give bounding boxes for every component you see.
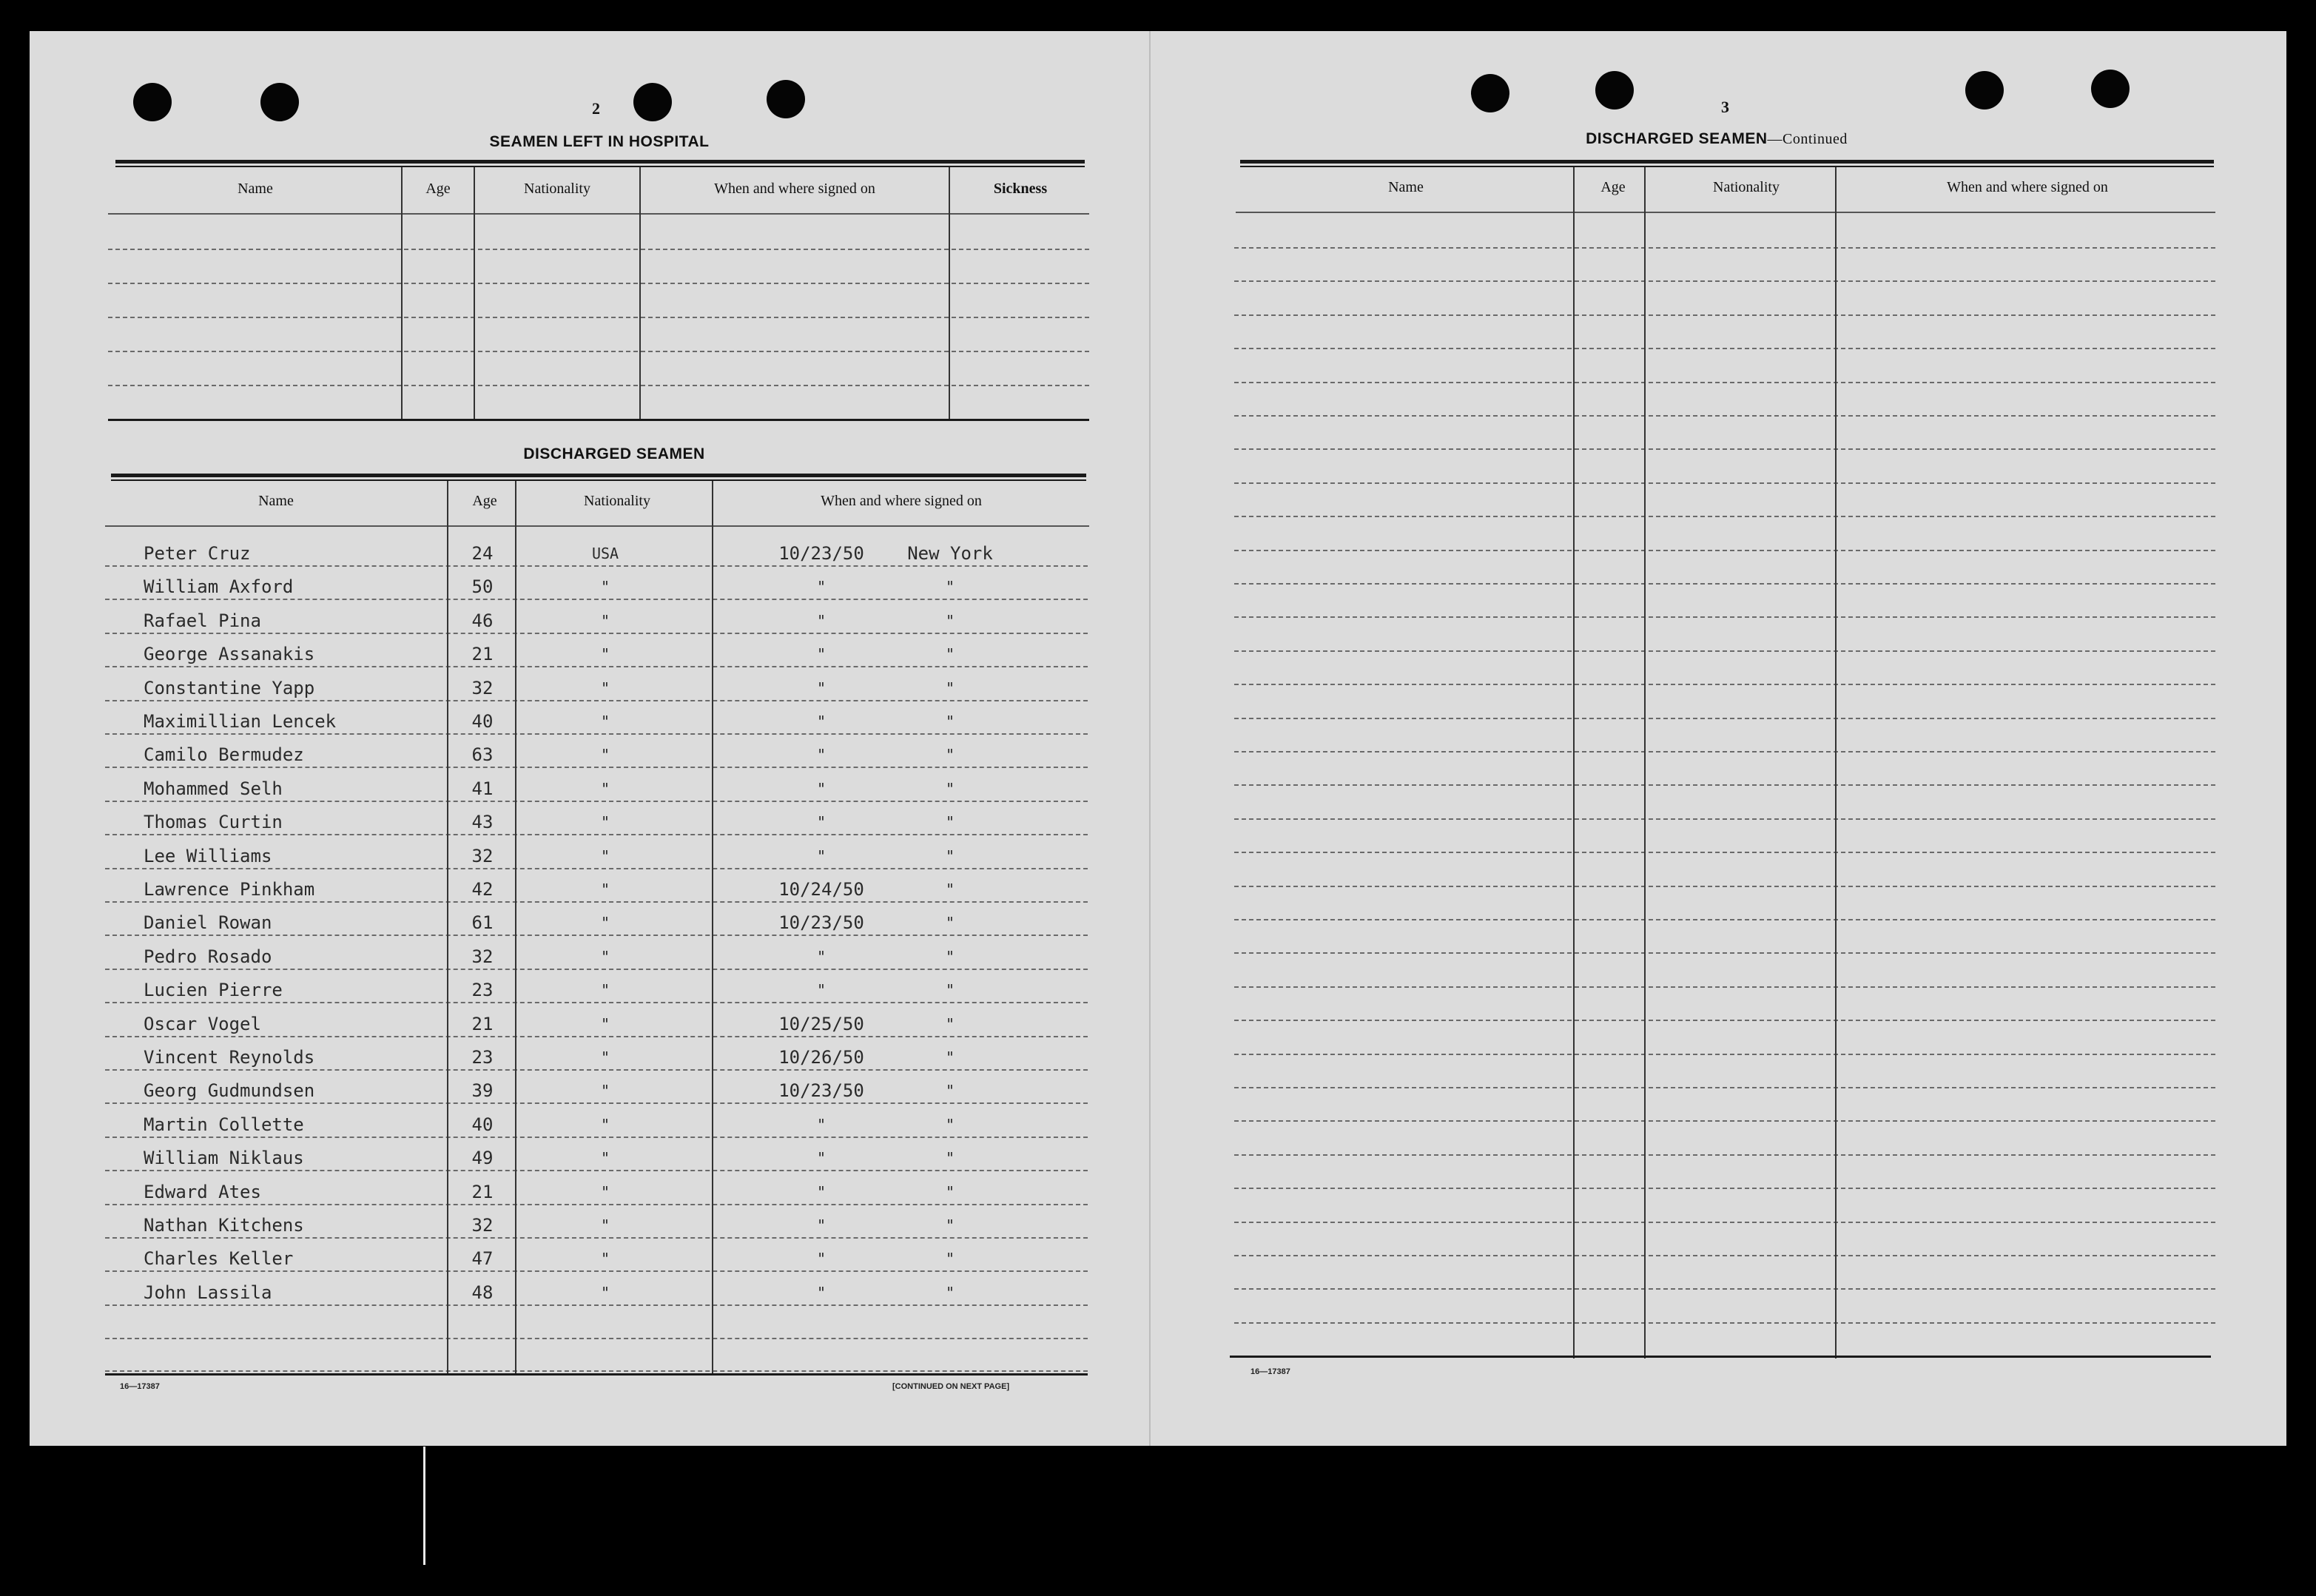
row-name: Nathan Kitchens [144, 1215, 304, 1236]
row-nationality: " [600, 1216, 610, 1234]
table-row-line [105, 1304, 1088, 1306]
row-nationality: " [600, 1082, 610, 1100]
discharged-section-title: DISCHARGED SEAMEN [523, 445, 705, 462]
row-date: " [816, 713, 827, 730]
row-nationality: " [600, 1015, 610, 1033]
right-col-divider [1573, 167, 1575, 1358]
row-date: 10/23/50 [778, 1080, 864, 1101]
right-col-when-where: When and where signed on [1947, 179, 2108, 195]
row-age: 21 [471, 1014, 494, 1034]
row-name: Daniel Rowan [144, 912, 272, 933]
row-date: " [816, 578, 827, 596]
row-name: Mohammed Selh [144, 778, 283, 799]
row-nationality: " [600, 645, 610, 663]
row-nationality: " [600, 813, 610, 831]
hospital-row-line [108, 317, 1089, 318]
row-name: Rafael Pina [144, 610, 261, 631]
hospital-row-line [108, 351, 1089, 352]
row-place: " [945, 881, 955, 898]
row-age: 32 [471, 1215, 494, 1236]
row-age: 43 [471, 812, 494, 832]
row-name: William Niklaus [144, 1148, 304, 1168]
row-name: Maximillian Lencek [144, 711, 337, 732]
row-place: " [945, 1082, 955, 1100]
page-number-right: 3 [1721, 98, 1729, 116]
table-row-line [1234, 1120, 2215, 1122]
row-name: Peter Cruz [144, 543, 251, 564]
table-row-line [105, 1170, 1088, 1171]
row-name: William Axford [144, 576, 294, 597]
row-name: Georg Gudmundsen [144, 1080, 315, 1101]
table-row-line [1234, 886, 2215, 887]
row-nationality: " [600, 981, 610, 999]
row-place: " [945, 1116, 955, 1134]
discharged-header-rule [105, 525, 1089, 527]
row-age: 23 [471, 1047, 494, 1068]
row-age: 42 [471, 879, 494, 900]
row-name: George Assanakis [144, 644, 315, 664]
row-place: " [945, 612, 955, 630]
row-date: 10/23/50 [778, 912, 864, 933]
row-place: " [945, 645, 955, 663]
row-name: Pedro Rosado [144, 946, 272, 967]
discharged-top-rule-thin [111, 479, 1086, 481]
table-row-line [1234, 818, 2215, 820]
row-name: John Lassila [144, 1282, 272, 1303]
row-name: Edward Ates [144, 1182, 261, 1202]
row-nationality: " [600, 746, 610, 764]
row-place: " [945, 578, 955, 596]
table-row-line [1234, 1087, 2215, 1088]
page-number-left: 2 [592, 99, 600, 118]
right-col-divider [1835, 167, 1837, 1358]
discharged-col-divider [515, 481, 516, 1375]
table-row-line [105, 1270, 1088, 1272]
table-row-line [105, 700, 1088, 701]
row-age: 23 [471, 980, 494, 1000]
row-age: 63 [471, 744, 494, 765]
row-date: " [816, 1183, 827, 1201]
punch-hole [1595, 71, 1634, 110]
row-age: 32 [471, 946, 494, 967]
discharged-col-age: Age [472, 493, 497, 509]
discharged-continued-title [1480, 130, 1953, 148]
row-name: Thomas Curtin [144, 812, 283, 832]
table-row-line [105, 969, 1088, 970]
row-place: " [945, 1216, 955, 1234]
row-place: " [945, 780, 955, 798]
row-nationality: USA [591, 545, 619, 562]
hospital-top-rule [115, 160, 1085, 164]
row-nationality: " [600, 1149, 610, 1167]
table-row-line [1234, 986, 2215, 988]
table-row-line [1234, 952, 2215, 954]
hospital-section-title: SEAMEN LEFT IN HOSPITAL [489, 133, 710, 150]
row-name: Martin Collette [144, 1114, 304, 1135]
table-row-line [105, 666, 1088, 667]
row-nationality: " [600, 1048, 610, 1066]
table-row-line [1234, 314, 2215, 316]
table-row-line [1234, 784, 2215, 786]
row-date: 10/23/50 [778, 543, 864, 564]
row-date: 10/26/50 [778, 1047, 864, 1068]
row-name: Lucien Pierre [144, 980, 283, 1000]
row-age: 24 [471, 543, 494, 564]
hospital-col-divider [949, 167, 950, 419]
hospital-row-line [108, 249, 1089, 250]
row-nationality: " [600, 1250, 610, 1267]
table-row-line [105, 1069, 1088, 1071]
table-row-line [1234, 448, 2215, 450]
table-row-line [1234, 718, 2215, 719]
row-age: 32 [471, 846, 494, 866]
row-place: " [945, 1183, 955, 1201]
row-age: 41 [471, 778, 494, 799]
hospital-row-line [108, 385, 1089, 386]
page-fold [1149, 31, 1151, 1446]
discharged-col-divider [447, 481, 448, 1375]
hospital-header-rule [108, 213, 1089, 215]
discharged-top-rule [111, 474, 1086, 477]
row-nationality: " [600, 679, 610, 697]
discharged-col-when-where: When and where signed on [821, 493, 982, 509]
table-row-line [1234, 1020, 2215, 1021]
row-date: " [816, 813, 827, 831]
table-row-line [105, 1137, 1088, 1138]
table-row-line [105, 1370, 1088, 1372]
row-nationality: " [600, 948, 610, 966]
discharged-bottom-rule [105, 1373, 1088, 1376]
row-age: 21 [471, 644, 494, 664]
table-row-line [1234, 415, 2215, 417]
row-name: Oscar Vogel [144, 1014, 261, 1034]
table-row-line [105, 767, 1088, 768]
table-row-line [1234, 382, 2215, 383]
table-row-line [1234, 684, 2215, 685]
row-place: " [945, 1284, 955, 1302]
table-row-line [1234, 616, 2215, 618]
table-row-line [1234, 550, 2215, 551]
row-place: " [945, 746, 955, 764]
table-row-line [1234, 650, 2215, 652]
discharged-col-divider [712, 481, 713, 1375]
row-date: " [816, 1284, 827, 1302]
row-date: 10/24/50 [778, 879, 864, 900]
row-age: 40 [471, 711, 494, 732]
row-place: " [945, 981, 955, 999]
table-row-line [1234, 751, 2215, 752]
form-number-left: 16—17387 [120, 1382, 160, 1391]
right-header-rule [1236, 212, 2215, 213]
table-row-line [105, 901, 1088, 903]
row-place: " [945, 847, 955, 865]
hospital-col-when-where: When and where signed on [714, 181, 875, 197]
table-row-line [1234, 583, 2215, 585]
row-nationality: " [600, 780, 610, 798]
table-row-line [1234, 1222, 2215, 1223]
row-age: 49 [471, 1148, 494, 1168]
row-date: " [816, 746, 827, 764]
continued-note: [CONTINUED ON NEXT PAGE] [892, 1382, 1010, 1391]
table-row-line [1234, 1255, 2215, 1256]
row-date: " [816, 1116, 827, 1134]
row-date: " [816, 1216, 827, 1234]
row-place: " [945, 1015, 955, 1033]
table-row-line [1234, 1154, 2215, 1156]
right-top-rule-thin [1240, 166, 2214, 167]
row-date: " [816, 847, 827, 865]
right-top-rule [1240, 160, 2214, 164]
row-name: Vincent Reynolds [144, 1047, 315, 1068]
hospital-col-divider [401, 167, 403, 419]
table-row-line [105, 599, 1088, 600]
table-row-line [1234, 919, 2215, 920]
right-col-age: Age [1600, 179, 1626, 195]
table-row-line [105, 801, 1088, 802]
row-date: " [816, 679, 827, 697]
row-name: Camilo Bermudez [144, 744, 304, 765]
row-place: " [945, 713, 955, 730]
hospital-col-sickness: Sickness [993, 181, 1048, 197]
row-date: " [816, 948, 827, 966]
table-row-line [1234, 1288, 2215, 1290]
row-nationality: " [600, 713, 610, 730]
table-row-line [105, 633, 1088, 634]
row-place: " [945, 948, 955, 966]
discharged-col-nationality: Nationality [584, 493, 650, 509]
row-place: New York [907, 543, 993, 564]
row-nationality: " [600, 612, 610, 630]
table-row-line [105, 733, 1088, 735]
table-row-line [1234, 1188, 2215, 1189]
hospital-col-name: Name [238, 181, 273, 197]
row-nationality: " [600, 1284, 610, 1302]
table-row-line [105, 1204, 1088, 1205]
row-place: " [945, 679, 955, 697]
row-name: Lawrence Pinkham [144, 879, 315, 900]
table-row-line [105, 1338, 1088, 1339]
row-age: 61 [471, 912, 494, 933]
right-col-nationality: Nationality [1713, 179, 1780, 195]
row-place: " [945, 914, 955, 932]
discharged-col-name: Name [258, 493, 294, 509]
table-row-line [1234, 482, 2215, 484]
punch-hole [1965, 71, 2004, 110]
table-row-line [105, 1102, 1088, 1104]
hospital-col-divider [639, 167, 641, 419]
row-age: 40 [471, 1114, 494, 1135]
table-row-line [1234, 1322, 2215, 1324]
right-col-divider [1644, 167, 1646, 1358]
punch-hole [1471, 74, 1509, 112]
row-age: 50 [471, 576, 494, 597]
discharged-continued-suffix: —Continued [1767, 131, 1848, 147]
row-date: " [816, 780, 827, 798]
row-place: " [945, 1048, 955, 1066]
row-nationality: " [600, 1116, 610, 1134]
row-date: " [816, 1149, 827, 1167]
table-row-line [105, 1237, 1088, 1239]
punch-hole [2091, 70, 2130, 108]
punch-hole [133, 83, 172, 121]
table-row-line [1234, 1054, 2215, 1055]
row-place: " [945, 1149, 955, 1167]
row-age: 46 [471, 610, 494, 631]
hospital-col-nationality: Nationality [524, 181, 590, 197]
table-row-line [1234, 280, 2215, 282]
row-date: " [816, 645, 827, 663]
row-date: " [816, 612, 827, 630]
right-col-name: Name [1388, 179, 1424, 195]
hospital-top-rule-thin [115, 166, 1085, 167]
row-date: 10/25/50 [778, 1014, 864, 1034]
row-age: 39 [471, 1080, 494, 1101]
row-date: " [816, 1250, 827, 1267]
hospital-col-divider [474, 167, 475, 419]
row-age: 47 [471, 1248, 494, 1269]
row-date: " [816, 981, 827, 999]
row-nationality: " [600, 881, 610, 898]
table-row-line [1234, 516, 2215, 517]
row-place: " [945, 1250, 955, 1267]
hospital-bottom-rule [108, 419, 1089, 421]
table-row-line [105, 935, 1088, 936]
punch-hole [260, 83, 299, 121]
form-number-right: 16—17387 [1250, 1367, 1290, 1376]
table-row-line [1234, 852, 2215, 853]
row-age: 32 [471, 678, 494, 698]
right-bottom-rule [1230, 1356, 2211, 1358]
table-row-line [105, 565, 1088, 567]
row-nationality: " [600, 847, 610, 865]
table-row-line [105, 1036, 1088, 1037]
table-row-line [1234, 247, 2215, 249]
punch-hole [767, 80, 805, 118]
table-row-line [105, 834, 1088, 835]
row-age: 21 [471, 1182, 494, 1202]
punch-hole [633, 83, 672, 121]
scan-artifact [423, 1447, 425, 1565]
table-row-line [105, 1002, 1088, 1003]
row-age: 48 [471, 1282, 494, 1303]
row-name: Constantine Yapp [144, 678, 315, 698]
table-row-line [1234, 348, 2215, 349]
table-row-line [105, 868, 1088, 869]
hospital-col-age: Age [425, 181, 451, 197]
row-place: " [945, 813, 955, 831]
row-name: Lee Williams [144, 846, 272, 866]
hospital-row-line [108, 283, 1089, 284]
row-nationality: " [600, 1183, 610, 1201]
row-name: Charles Keller [144, 1248, 294, 1269]
row-nationality: " [600, 578, 610, 596]
row-nationality: " [600, 914, 610, 932]
discharged-continued-title-main: DISCHARGED SEAMEN [1586, 130, 1768, 147]
